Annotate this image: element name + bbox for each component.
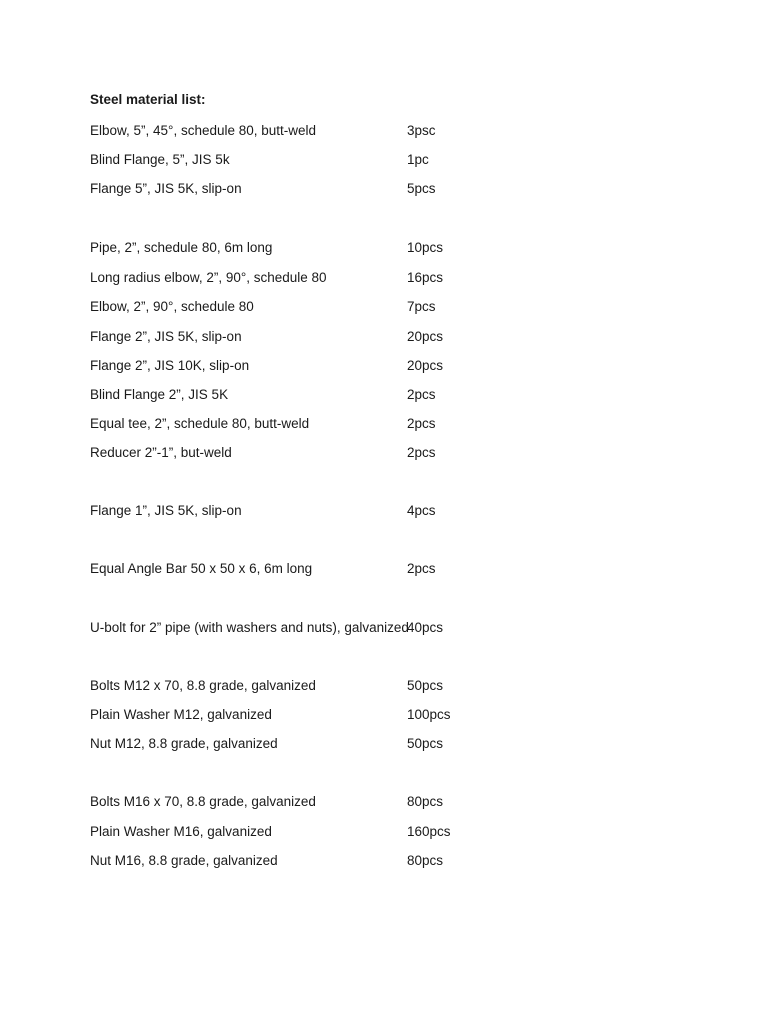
- material-row: [90, 150, 690, 170]
- material-item: Flange 2”, JIS 10K, slip-on: [90, 358, 250, 373]
- material-qty: 4pcs: [407, 503, 436, 518]
- material-item: Long radius elbow, 2”, 90°, schedule 80: [90, 270, 327, 285]
- material-item: Blind Flange 2”, JIS 5K: [90, 387, 229, 402]
- material-item: Elbow, 2”, 90°, schedule 80: [90, 299, 254, 314]
- material-qty: 16pcs: [407, 270, 444, 285]
- material-qty: 50pcs: [407, 678, 444, 693]
- material-item: Blind Flange, 5”, JIS 5k: [90, 152, 230, 167]
- material-item: Pipe, 2”, schedule 80, 6m long: [90, 240, 273, 255]
- material-qty: 2pcs: [407, 416, 436, 431]
- material-item: Bolts M12 x 70, 8.8 grade, galvanized: [90, 678, 316, 693]
- material-row: [90, 618, 690, 638]
- material-item: Flange 1”, JIS 5K, slip-on: [90, 503, 242, 518]
- material-item: Reducer 2”-1”, but-weld: [90, 445, 232, 460]
- material-row: [90, 822, 690, 842]
- material-row: [90, 327, 690, 347]
- material-qty: 10pcs: [407, 240, 444, 255]
- material-item: Bolts M16 x 70, 8.8 grade, galvanized: [90, 794, 316, 809]
- material-row: [90, 268, 690, 288]
- material-qty: 2pcs: [407, 561, 436, 576]
- material-row: [90, 356, 690, 376]
- material-qty: 20pcs: [407, 358, 444, 373]
- material-row: [90, 238, 690, 258]
- material-row: [90, 297, 690, 317]
- document-title: Steel material list:: [90, 92, 206, 107]
- material-item: Plain Washer M12, galvanized: [90, 707, 272, 722]
- material-item: Elbow, 5”, 45°, schedule 80, butt-weld: [90, 123, 317, 138]
- material-row: [90, 734, 690, 754]
- material-row: [90, 559, 690, 579]
- material-item: Nut M16, 8.8 grade, galvanized: [90, 853, 278, 868]
- material-qty: 2pcs: [407, 445, 436, 460]
- material-row: [90, 851, 690, 871]
- material-row: [90, 501, 690, 521]
- material-item: Flange 2”, JIS 5K, slip-on: [90, 329, 242, 344]
- material-row: [90, 792, 690, 812]
- material-qty: 100pcs: [407, 707, 451, 722]
- material-row: [90, 443, 690, 463]
- material-item: Equal tee, 2”, schedule 80, butt-weld: [90, 416, 310, 431]
- material-qty: 3psc: [407, 123, 436, 138]
- material-qty: 40pcs: [407, 620, 444, 635]
- material-row: [90, 385, 690, 405]
- material-qty: 80pcs: [407, 794, 444, 809]
- material-qty: 50pcs: [407, 736, 444, 751]
- material-qty: 20pcs: [407, 329, 444, 344]
- material-item: Nut M12, 8.8 grade, galvanized: [90, 736, 278, 751]
- material-row: [90, 121, 690, 141]
- material-row: [90, 676, 690, 696]
- material-qty: 80pcs: [407, 853, 444, 868]
- material-qty: 2pcs: [407, 387, 436, 402]
- material-item: Flange 5”, JIS 5K, slip-on: [90, 181, 242, 196]
- material-item: Equal Angle Bar 50 x 50 x 6, 6m long: [90, 561, 313, 576]
- material-qty: 1pc: [407, 152, 429, 167]
- material-row: [90, 179, 690, 199]
- material-qty: 7pcs: [407, 299, 436, 314]
- material-row: [90, 414, 690, 434]
- material-item: Plain Washer M16, galvanized: [90, 824, 272, 839]
- material-qty: 5pcs: [407, 181, 436, 196]
- material-qty: 160pcs: [407, 824, 451, 839]
- material-item: U-bolt for 2” pipe (with washers and nuts), galvanized: [90, 620, 409, 635]
- material-row: [90, 705, 690, 725]
